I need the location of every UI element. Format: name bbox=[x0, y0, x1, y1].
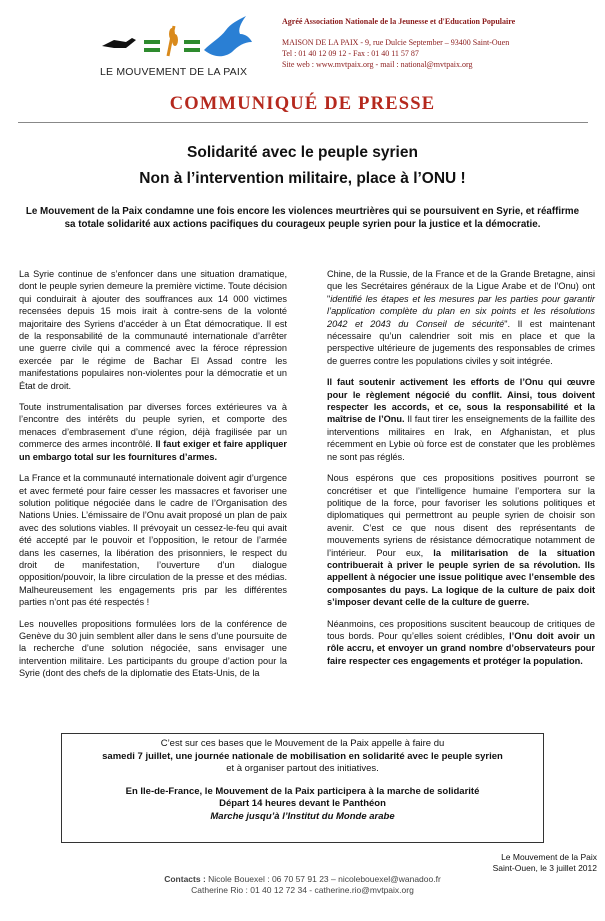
peace-logo-icon bbox=[96, 12, 256, 68]
paragraph-emphasis: Il faut soutenir activement les efforts de l’Onu qui œuvre pour le règlement négocié du conflit. Ainsi, tous doivent respecter les accords, et ce, sous la responsabilité et la maîtrise de l’Onu. bbox=[327, 377, 595, 425]
call-line: samedi 7 juillet, une journée nationale de mobilisation en solidarité avec le peuple syrien bbox=[102, 750, 503, 762]
paragraph: La Syrie continue de s’enfoncer dans une situation dramatique, dont le peuple syrien demeure la première victime. Toute décision qui conduirait à ajouter des souffrances aux 14 000 victimes recensées depuis 15 mois irait à contre-sens de la volonté majoritaire des Syriens d’accéder à un État démocratique. Il est de la responsabilité de la communauté internationale d’arrêter une guerre civile qui a commencé avec la féroce répression exercée par le régime de Bachar El Assad contre les manifestations populaires non-violentes pour la démocratie et un État de droit. bbox=[19, 269, 287, 391]
logo-text: LE MOUVEMENT DE LA PAIX bbox=[100, 66, 248, 78]
headline-line-1: Solidarité avec le peuple syrien bbox=[187, 144, 418, 161]
paragraph bbox=[327, 472, 595, 608]
paragraph: Les nouvelles propositions formulées lors de la conférence de Genève du 30 juin semblent aller dans le sens d’une poursuite de la recherche d’une solution négociée, sans envisager une intervention militaire. Les participants du groupe d’action pour la Syrie (dont des chefs de la diplomatie des Etats-Unis, de la bbox=[19, 618, 287, 679]
contact-2: Catherine Rio : 01 40 12 72 34 - catherine.rio@mvtpaix.org bbox=[191, 885, 414, 895]
lead-paragraph: Le Mouvement de la Paix condamne une fois encore les violences meurtrières qui se poursuivent en Syrie, et réaffirme sa totale solidarité aux actions pacifiques du courageux peuple syrien pour la justice et la démocratie. bbox=[25, 206, 580, 230]
paragraph bbox=[327, 376, 595, 463]
divider bbox=[18, 122, 588, 123]
call-line: Marche jusqu’à l’Institut du Monde arabe bbox=[210, 810, 395, 822]
call-line: C’est sur ces bases que le Mouvement de la Paix appelle à faire du bbox=[160, 738, 445, 749]
paragraph: La France et la communauté internationale doivent agir d’urgence et avec fermeté pour faire cesser les massacres et favoriser une solution politique négociée dans le cadre de l’Organisation des Nations Unies. L’émissaire de l’Onu avait proposé un plan de paix avec des solutions viables. Il prévoyait un cessez-le-feu qui avait été accepté par le pouvoir et l’opposition, le retour de l’armée dans les casernes, la libération des prisonniers, le respect du droit de manifestation, l’ouverture d’un dialogue opposition/pouvoir, la libre circulation de la presse et des médias. Malheureusement les engagements pris par les différentes parties n’ont pas été respectés ! bbox=[19, 473, 287, 608]
paragraph-text: Il faut tirer les enseignements de la faillite des interventions militaires en Irak, en Afghanistan, et plus récemment en Lybie où force est de constater que les problèmes ne sont pas réglés. bbox=[327, 414, 596, 462]
call-line: En Ile-de-France, le Mouvement de la Paix participera à la marche de solidarité bbox=[125, 785, 480, 797]
call-line: Départ 14 heures devant le Panthéon bbox=[219, 798, 386, 809]
paragraph-emphasis: l’Onu doit avoir un rôle accru, et envoyer un grand nombre d’observateurs pour faire respecter ces engagements et protéger la population. bbox=[327, 630, 595, 666]
call-to-action-box bbox=[61, 733, 544, 843]
signature-name: Le Mouvement de la Paix bbox=[501, 852, 597, 862]
paragraph-emphasis: Il faut exiger et faire appliquer un embargo total sur les fournitures d’armes. bbox=[19, 439, 287, 462]
paragraph-emphasis: la militarisation de la situation contribuerait à priver le peuple syrien de sa révolution. Ils appellent à négocier une issue politique avec l’ensemble des composantes du pays. La logique de la culture de paix doit s’imposer devant celle de la culture de guerre. bbox=[327, 547, 595, 608]
paragraph bbox=[327, 618, 595, 668]
letterhead bbox=[0, 0, 605, 90]
paragraph-text: Chine, de la Russie, de la France et de la Grande Bretagne, ainsi que les Secrétaires généraux de la Ligue Arabe et de l’Onu) ont " bbox=[327, 269, 595, 304]
address-line: MAISON DE LA PAIX - 9, rue Dulcie September – 93400 Saint-Ouen bbox=[282, 38, 510, 47]
press-release-title: COMMUNIQUÉ DE PRESSE bbox=[169, 94, 436, 114]
contacts bbox=[0, 874, 605, 896]
headline-line-2: Non à l’intervention militaire, place à l’ONU ! bbox=[139, 170, 466, 187]
call-line: et à organiser partout des initiatives. bbox=[226, 763, 379, 774]
web-line: Site web : www.mvtpaix.org - mail : national@mvtpaix.org bbox=[282, 60, 473, 69]
phone-line: Tel : 01 40 12 09 12 - Fax : 01 40 11 57 87 bbox=[282, 49, 419, 58]
logo bbox=[96, 12, 256, 78]
contact-line bbox=[0, 874, 605, 885]
paragraph bbox=[19, 401, 287, 463]
paragraph-text: Toute instrumentalisation par diverses forces extérieures va à l’encontre des intérêts du peuple syrien, et comporte des menaces d’embrasement d’une région, déjà fragilisée par un commerce des armes incontrôlé. bbox=[19, 402, 287, 450]
paragraph bbox=[327, 268, 595, 367]
left-column bbox=[19, 268, 287, 689]
quotation: identifié les étapes et les mesures par les parties pour garantir l’application complète du plan en six points et les résolutions 2042 et 2043 du Conseil de sécurité bbox=[327, 293, 595, 329]
paragraph-text: Néanmoins, ces propositions suscitent beaucoup de critiques de tous bords. Pour qu’elles soient crédibles, bbox=[327, 618, 595, 641]
paragraph-text: ". Il est maintenant nécessaire qu’un calendrier soit mis en place et que la perspective ultérieure de jugements des responsables de crimes de guerres contre les populations civiles y soit intégrée. bbox=[327, 318, 596, 366]
paragraph-text: Nous espérons que ces propositions positives pourront se concrétiser et que l’intelligence humaine l’emportera sur la politique de la force, pour favoriser les solutions politiques et diplomatiques qui permettront au peuple syrien de choisir son avenir. C’est ce que nous disent des représentants de mouvements syriens de résistance démocratique notamment de l’intérieur. Pour eux, bbox=[327, 473, 595, 558]
agreement-line: Agréé Association Nationale de la Jeunesse et d'Education Populaire bbox=[282, 17, 516, 26]
signature bbox=[397, 852, 597, 874]
contact-1: Nicole Bouexel : 06 70 57 91 23 – nicolebouexel@wanadoo.fr bbox=[208, 874, 441, 884]
signature-date: Saint-Ouen, le 3 juillet 2012 bbox=[492, 863, 597, 873]
organization-info bbox=[282, 16, 602, 70]
right-column bbox=[327, 268, 595, 676]
contacts-label: Contacts : bbox=[164, 874, 206, 884]
